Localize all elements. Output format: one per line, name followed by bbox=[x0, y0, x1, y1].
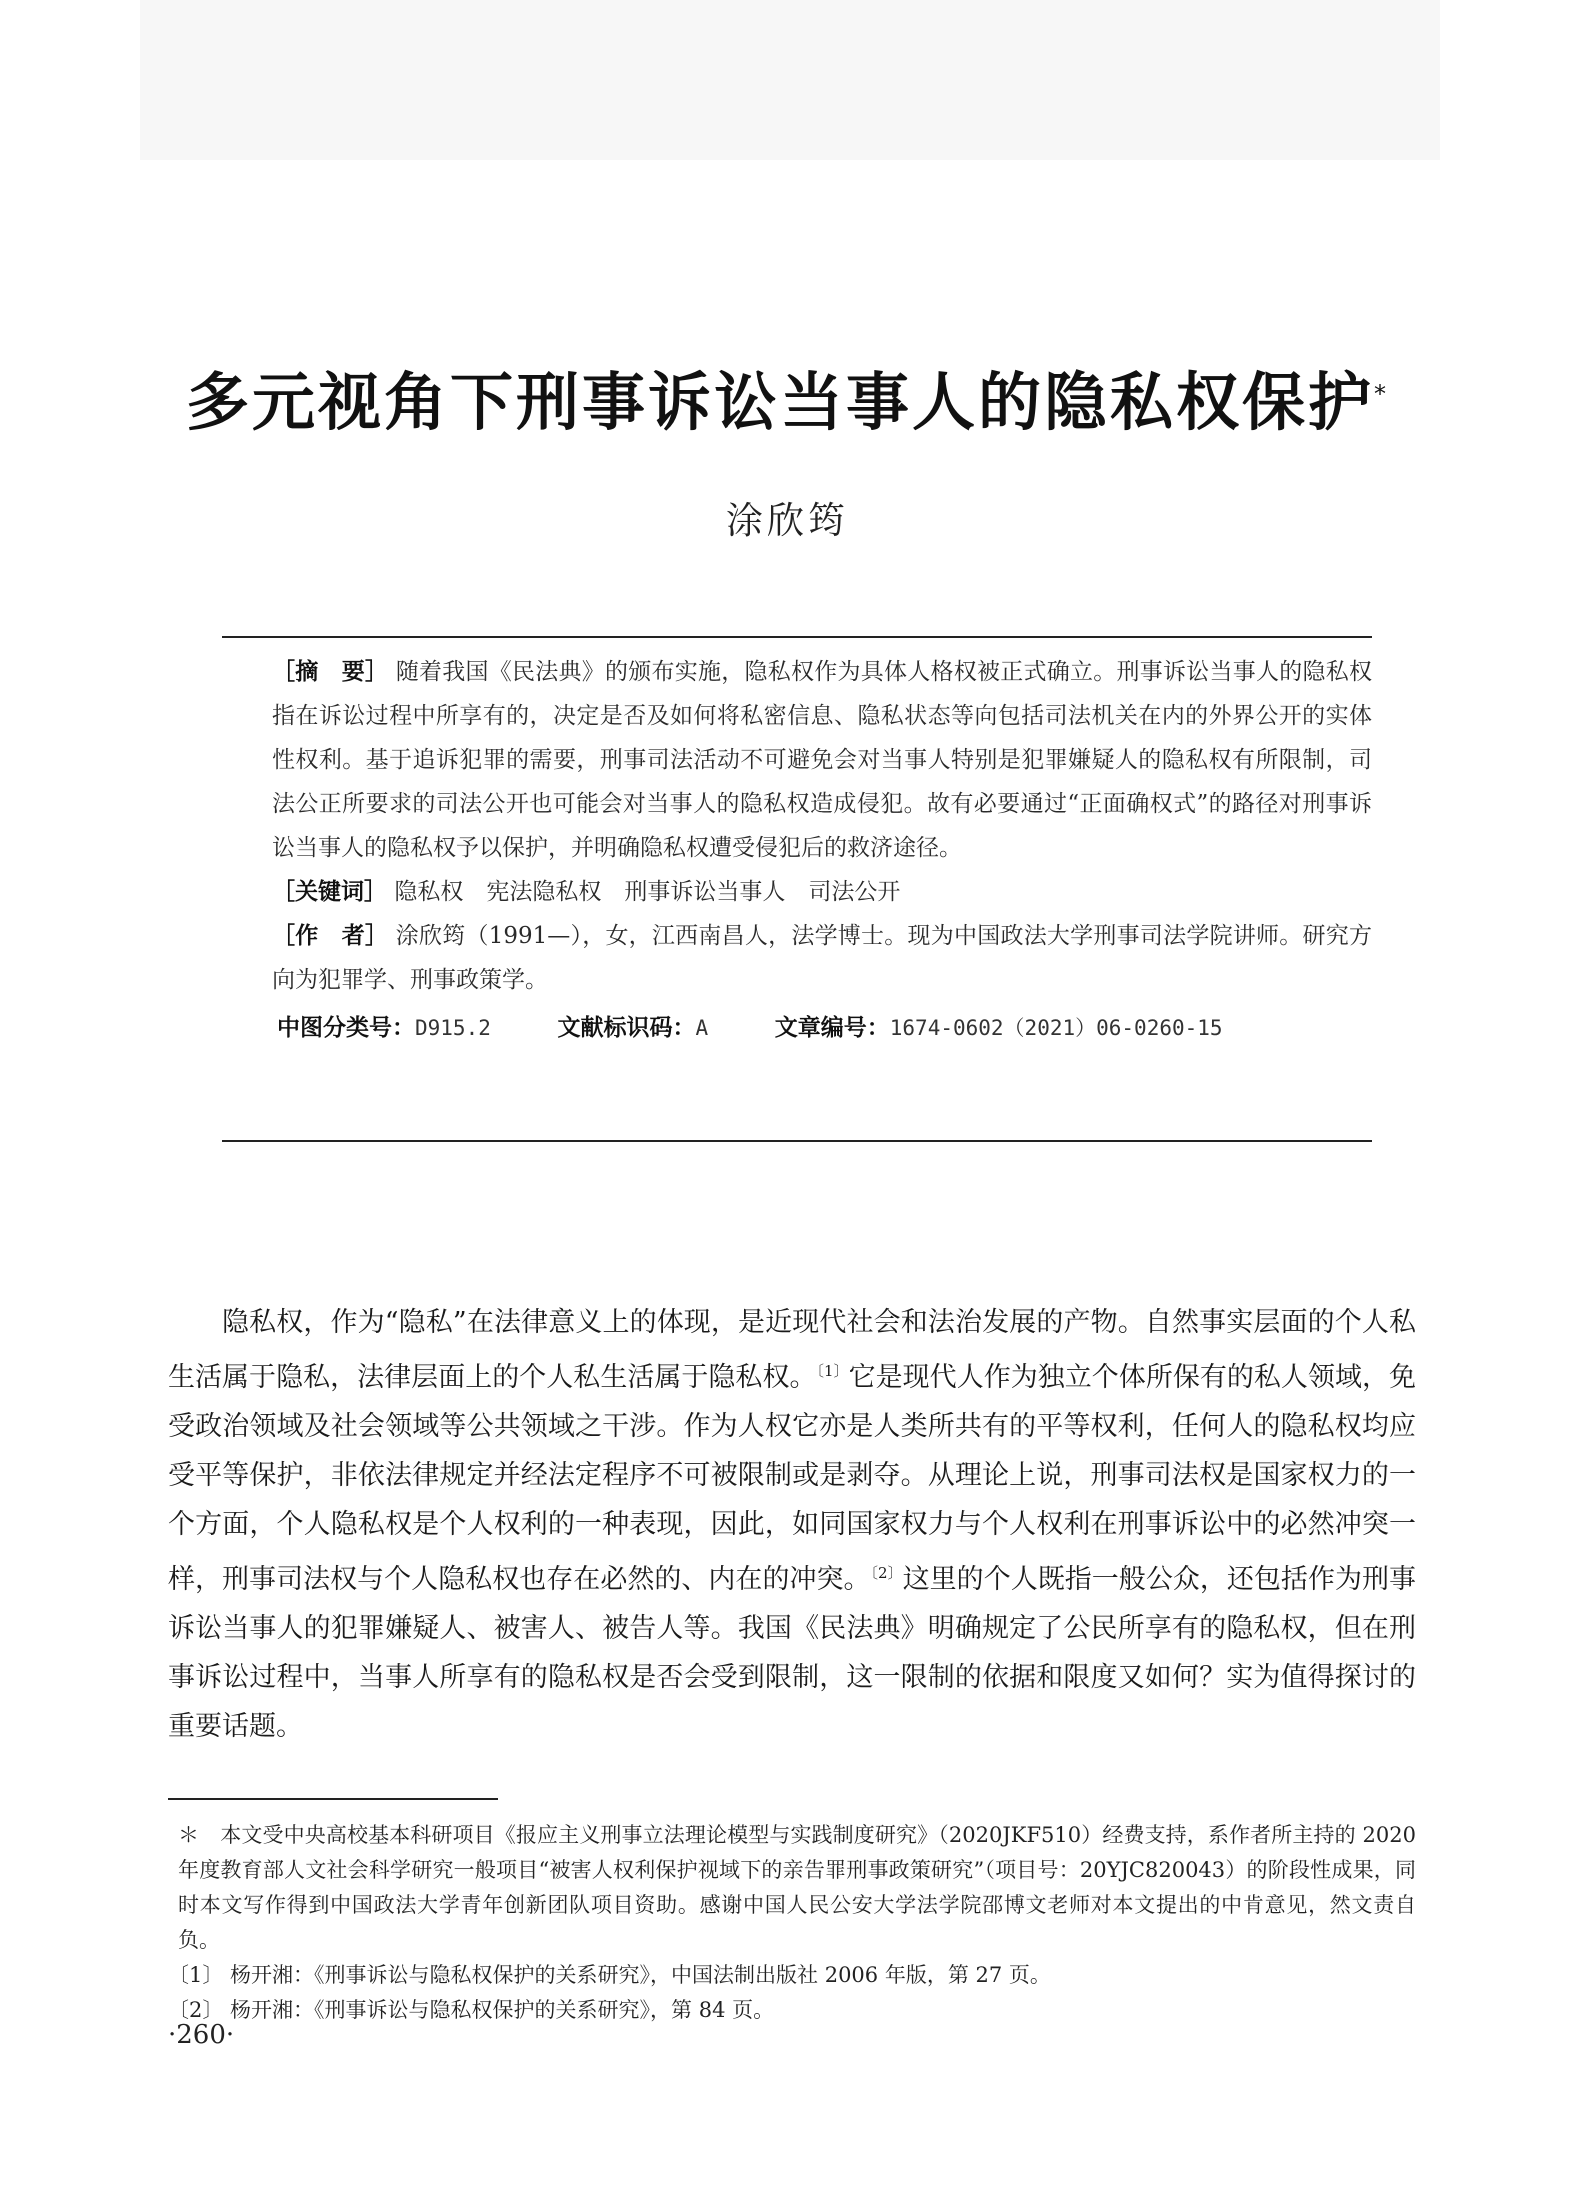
clc-label: 中图分类号： bbox=[277, 1015, 415, 1041]
body-text bbox=[168, 1298, 1416, 1751]
author-info-text: 涂欣筠（1991—），女，江西南昌人，法学博士。现为中国政法大学刑事司法学院讲师。研究方向为犯罪学、刑事政策学。 bbox=[272, 923, 1373, 993]
funding-footnote: ＊ 本文受中央高校基本科研项目《报应主义刑事立法理论模型与实践制度研究》（2020JKF510）经费支持，系作者所主持的 2020 年度教育部人文社会科学研究一般项目“被害人权利保护视域下的亲告罪刑事政策研究”（项目号：20YJC820043）的阶段性成果，同时本文写作得到中国政法大学青年创新团队项目资助。感谢中国人民公安大学法学院邵博文老师对本文提出的中肯意见，然文责自负。 bbox=[178, 1823, 1416, 1952]
footnote-rule bbox=[168, 1798, 498, 1800]
page-number: ·260· bbox=[168, 2020, 235, 2050]
classification-line bbox=[222, 1006, 1372, 1050]
keywords-text: 隐私权 宪法隐私权 刑事诉讼当事人 司法公开 bbox=[394, 879, 901, 905]
body-text-part-3: 这里的个人既指一般公众，还包括作为刑事诉讼当事人的犯罪嫌疑人、被害人、被告人等。我国《民法典》明确规定了公民所享有的隐私权，但在刑事诉讼过程中，当事人所享有的隐私权是否会受到限制，这一限制的依据和限度又如何？实为值得探讨的重要话题。 bbox=[168, 1564, 1417, 1742]
article-title bbox=[0, 352, 1575, 443]
abstract-box bbox=[222, 650, 1372, 1050]
article-number-value: 1674-0602（2021）06-0260-15 bbox=[889, 1016, 1223, 1040]
clc-value: D915.2 bbox=[415, 1016, 491, 1040]
footnote-1: 〔1〕 杨开湘：《刑事诉讼与隐私权保护的关系研究》，中国法制出版社 2006 年版，第 27 页。 bbox=[168, 1963, 1051, 1987]
title-footnote-mark: * bbox=[1374, 380, 1389, 408]
body-paragraph bbox=[168, 1298, 1416, 1751]
bottom-rule bbox=[222, 1140, 1372, 1142]
body-text-part-2: 它是现代人作为独立个体所保有的私人领域，免受政治领域及社会领域等公共领域之干涉。作为人权它亦是人类所共有的平等权利，任何人的隐私权均应受平等保护，非依法律规定并经法定程序不可被限制或是剥夺。从理论上说，刑事司法权是国家权力的一个方面，个人隐私权是个人权利的一种表现，因此，如同国家权力与个人权利在刑事诉讼中的必然冲突一样，刑事司法权与个人隐私权也存在必然的、内在的冲突。 bbox=[168, 1362, 1417, 1595]
footnote-ref-1[interactable]: 〔1〕 bbox=[816, 1362, 849, 1380]
article-number-label: 文章编号： bbox=[774, 1015, 890, 1041]
author-name: 涂欣筠 bbox=[726, 499, 849, 542]
keywords-label: ［关键词］ bbox=[272, 879, 387, 905]
body-text-part-1: 隐私权，作为“隐私”在法律意义上的体现，是近现代社会和法治发展的产物。自然事实层面的个人私生活属于隐私，法律层面上的个人私生活属于隐私权。 bbox=[168, 1307, 1416, 1393]
footnote-ref-2[interactable]: 〔2〕 bbox=[870, 1564, 903, 1582]
abstract-label: ［摘 要］ bbox=[272, 659, 389, 685]
footnote-2: 〔2〕 杨开湘：《刑事诉讼与隐私权保护的关系研究》，第 84 页。 bbox=[168, 1998, 775, 2022]
abstract bbox=[222, 650, 1372, 870]
top-shading bbox=[140, 0, 1440, 160]
title-text: 多元视角下刑事诉讼当事人的隐私权保护 bbox=[186, 366, 1374, 439]
author-info bbox=[222, 914, 1372, 1002]
doc-code-label: 文献标识码： bbox=[557, 1015, 696, 1041]
keywords bbox=[222, 870, 1372, 914]
doc-code-value: A bbox=[695, 1016, 709, 1040]
footnotes bbox=[168, 1818, 1416, 2028]
abstract-text: 随着我国《民法典》的颁布实施，隐私权作为具体人格权被正式确立。刑事诉讼当事人的隐私权指在诉讼过程中所享有的，决定是否及如何将私密信息、隐私状态等向包括司法机关在内的外界公开的实体性权利。基于追诉犯罪的需要，刑事司法活动不可避免会对当事人特别是犯罪嫌疑人的隐私权有所限制，司法公正所要求的司法公开也可能会对当事人的隐私权造成侵犯。故有必要通过“正面确权式”的路径对刑事诉讼当事人的隐私权予以保护，并明确隐私权遭受侵犯后的救济途径。 bbox=[272, 659, 1373, 861]
author-info-label: ［作 者］ bbox=[272, 923, 389, 949]
top-rule bbox=[222, 636, 1372, 638]
